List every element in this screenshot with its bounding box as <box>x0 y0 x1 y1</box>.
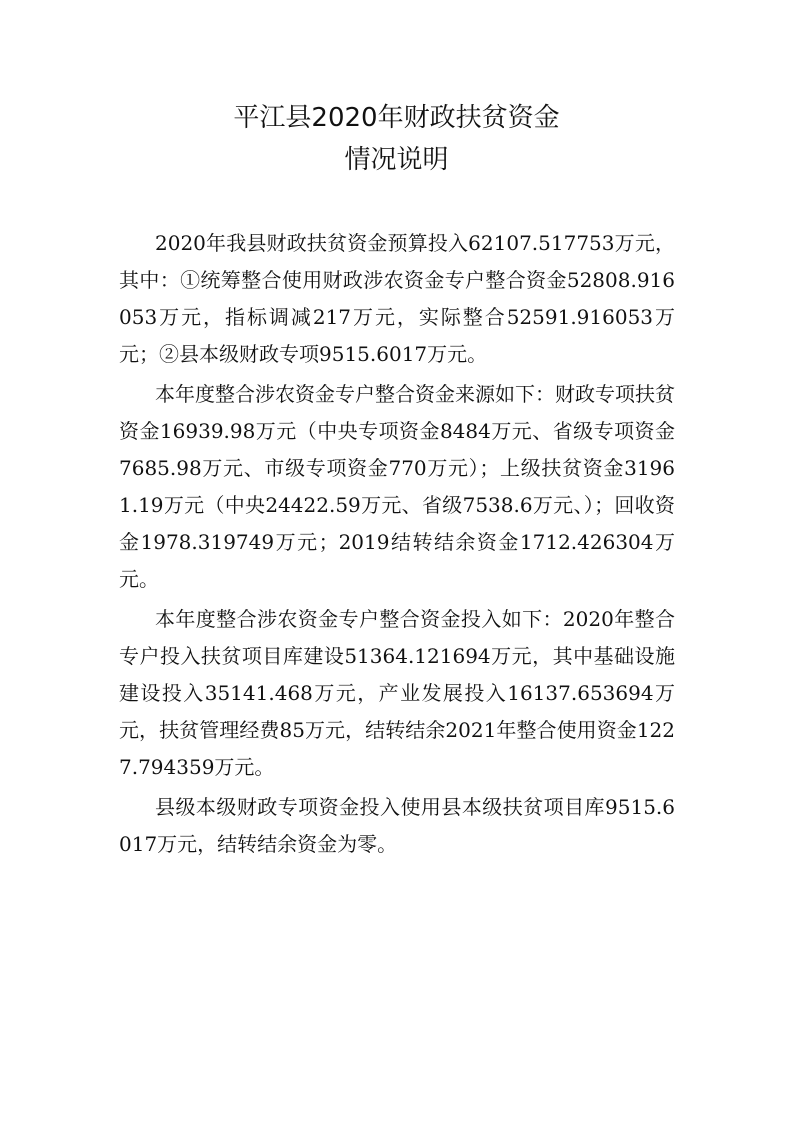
document-body <box>119 225 675 866</box>
paragraph-fund-sources: 本年度整合涉农资金专户整合资金来源如下：财政专项扶贫资金16939.98万元（中央专项资金8484万元、省级专项资金7685.98万元、市级专项资金770万元）；上级扶贫资金31961.19万元（中央24422.59万元、省级7538.6万元、）；回收资金1978.319749万元；2019结转结余资金1712.426304万元。 <box>119 382 675 591</box>
document-title: 平江县2020年财政扶贫资金 <box>233 103 560 133</box>
paragraph-budget-summary: 2020年我县财政扶贫资金预算投入62107.517753万元，其中：①统筹整合使用财政涉农资金专户整合资金52808.916053万元，指标调减217万元，实际整合52591.916053万元；②县本级财政专项9515.6017万元。 <box>119 231 675 366</box>
paragraph-fund-uses: 本年度整合涉农资金专户整合资金投入如下：2020年整合专户投入扶贫项目库建设51364.121694万元，其中基础设施建设投入35141.468万元，产业发展投入16137.653694万元，扶贫管理经费85万元，结转结余2021年整合使用资金1227.794359万元。 <box>119 607 675 779</box>
document-subtitle: 情况说明 <box>344 145 449 175</box>
paragraph-county-special-funds: 县级本级财政专项资金投入使用县本级扶贫项目库9515.6017万元，结转结余资金为零。 <box>119 795 675 856</box>
